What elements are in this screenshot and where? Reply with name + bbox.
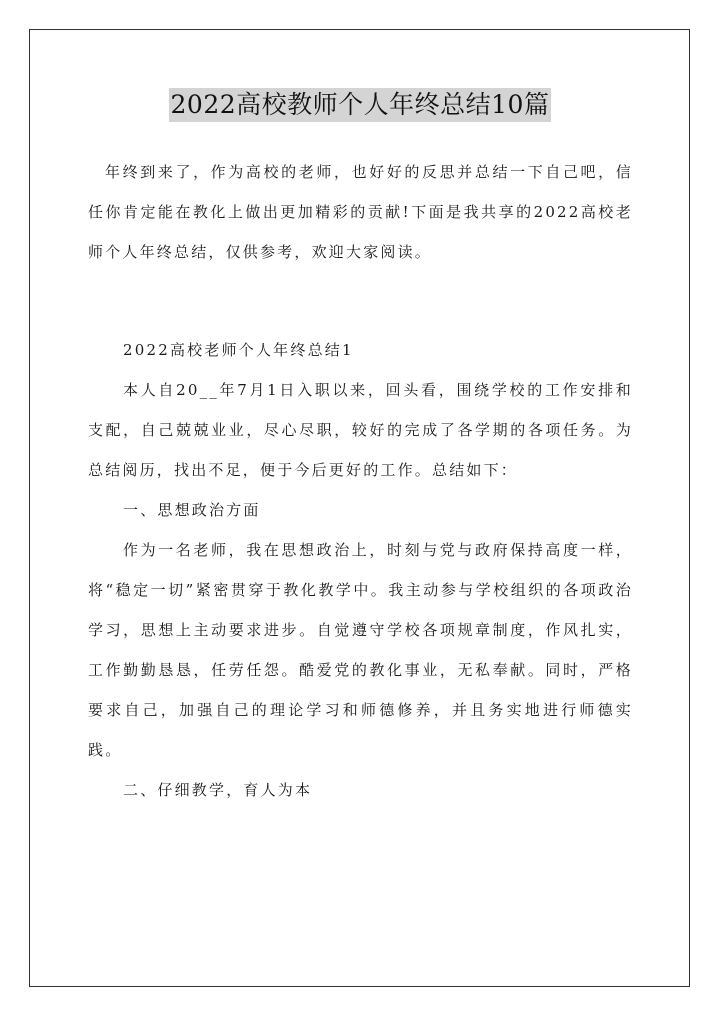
section-title: 2022高校老师个人年终总结1 — [123, 341, 354, 359]
intro-paragraph: 年终到来了，作为高校的老师，也好好的反思并总结一下自己吧，信任你肯定能在教化上做出更加精彩的贡献!下面是我共享的2022高校老师个人年终总结，仅供参考，欢迎大家阅读。 — [88, 163, 633, 261]
heading-politics: 一、思想政治方面 — [123, 501, 261, 519]
paragraph-entry: 本人自20__年7月1日入职以来，回头看，围绕学校的工作安排和支配，自己兢兢业业，尽心尽职，较好的完成了各学期的各项任务。为总结阅历，找出不足，便于今后更好的工作。总结如下： — [88, 381, 633, 479]
section-spacer — [88, 272, 633, 330]
document-body — [88, 152, 633, 810]
document-title: 2022高校教师个人年终总结10篇 — [169, 88, 552, 122]
title-container — [0, 88, 720, 122]
paragraph-politics: 作为一名老师，我在思想政治上，时刻与党与政府保持高度一样，将“稳定一切”紧密贯穿于教化教学中。我主动参与学校组织的各项政治学习，思想上主动要求进步。自觉遵守学校各项规章制度，作风扎实，工作勤勤恳恳，任劳任怨。酷爱党的教化事业，无私奉献。同时，严格要求自己，加强自己的理论学习和师德修养，并且务实地进行师德实践。 — [88, 541, 633, 759]
heading-teaching: 二、仔细教学，育人为本 — [123, 781, 313, 799]
